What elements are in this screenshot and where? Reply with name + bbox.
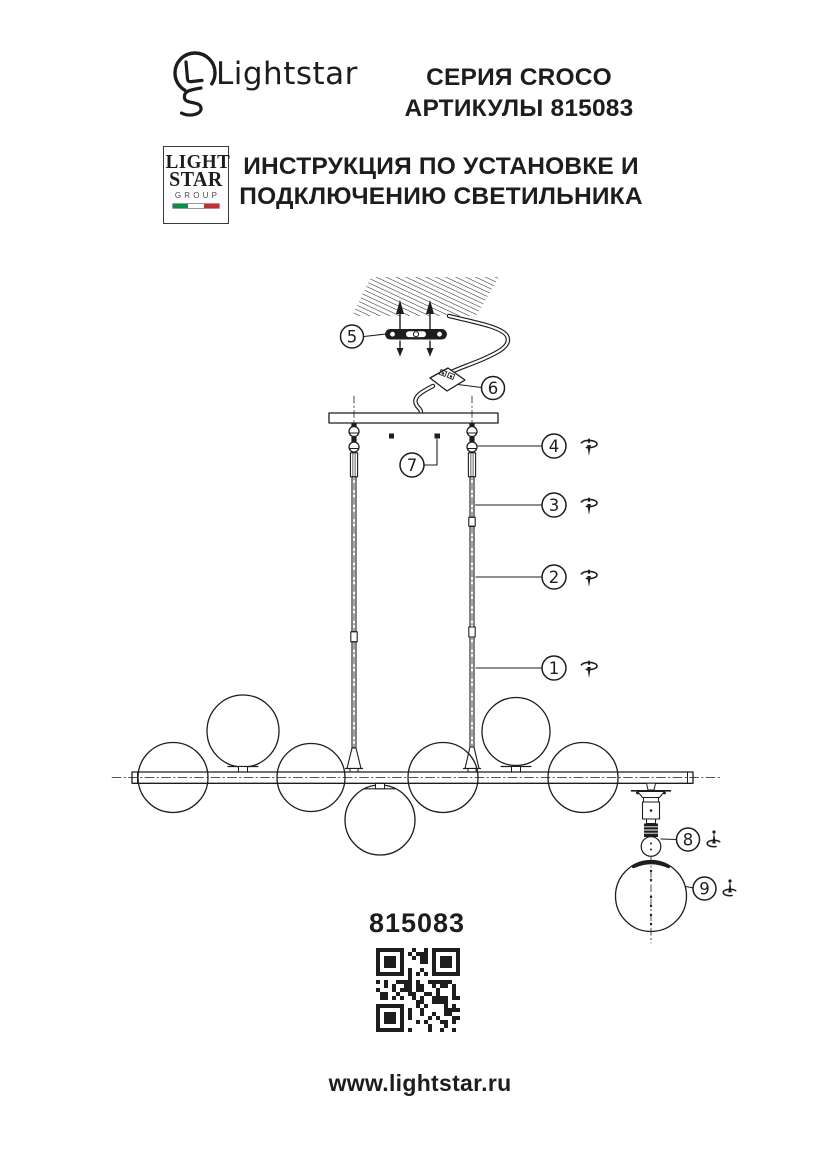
screw-icon	[581, 571, 597, 588]
svg-text:6: 6	[487, 378, 499, 398]
callout-5	[341, 325, 364, 348]
series-title: СЕРИЯ CROCO	[426, 64, 612, 91]
callout-9	[693, 877, 716, 900]
right-suspension-rod	[464, 396, 481, 772]
svg-text:9: 9	[699, 879, 710, 899]
instruction-title-line1: ИНСТРУКЦИЯ ПО УСТАНОВКЕ И	[243, 153, 639, 180]
qr-code	[376, 948, 460, 1032]
mounting-bracket	[385, 329, 447, 340]
svg-text:3: 3	[548, 495, 560, 515]
svg-text:2: 2	[548, 567, 560, 587]
fixture-bar-assembly	[112, 695, 722, 855]
ceiling-hatch	[352, 277, 499, 316]
canopy-screw-icon	[389, 434, 394, 439]
group-logo-light: LIGHT	[165, 151, 231, 173]
instruction-title-line2: ПОДКЛЮЧЕНИЮ СВЕТИЛЬНИКА	[239, 182, 643, 210]
article-number: 815083	[368, 908, 466, 938]
terminal-connector	[430, 368, 465, 391]
glass-sphere-2	[207, 695, 279, 767]
group-logo-star: STAR	[169, 167, 223, 191]
screw-in-rotate-icon	[707, 830, 721, 846]
callout-6	[482, 377, 505, 400]
callout-2	[542, 565, 566, 589]
canopy-screw-icon	[435, 434, 441, 439]
screw-icon	[581, 662, 597, 679]
article-title: АРТИКУЛЫ 815083	[404, 95, 634, 122]
screw-icon	[581, 499, 597, 516]
screw-in-rotate-icon	[723, 879, 737, 895]
website-url: www.lightstar.ru	[328, 1070, 512, 1096]
svg-text:1: 1	[548, 658, 560, 678]
screw-icon	[581, 440, 597, 457]
callout-8	[677, 828, 700, 851]
svg-text:5: 5	[346, 327, 358, 347]
svg-text:8: 8	[682, 830, 694, 850]
glass-sphere-6	[482, 698, 550, 766]
screw-icons	[581, 440, 597, 679]
glass-sphere-4	[345, 785, 415, 855]
svg-text:4: 4	[548, 436, 560, 456]
group-logo-group: GROUP	[174, 191, 221, 200]
socket-assembly	[616, 783, 687, 943]
bulb	[641, 824, 661, 857]
callout-4	[542, 434, 566, 458]
callout-7	[400, 453, 424, 477]
svg-text:7: 7	[406, 455, 418, 475]
brand-wordmark: Lightstar	[216, 56, 358, 92]
callout-1	[542, 656, 566, 680]
left-suspension-rod	[346, 396, 363, 772]
callout-3	[542, 493, 566, 517]
